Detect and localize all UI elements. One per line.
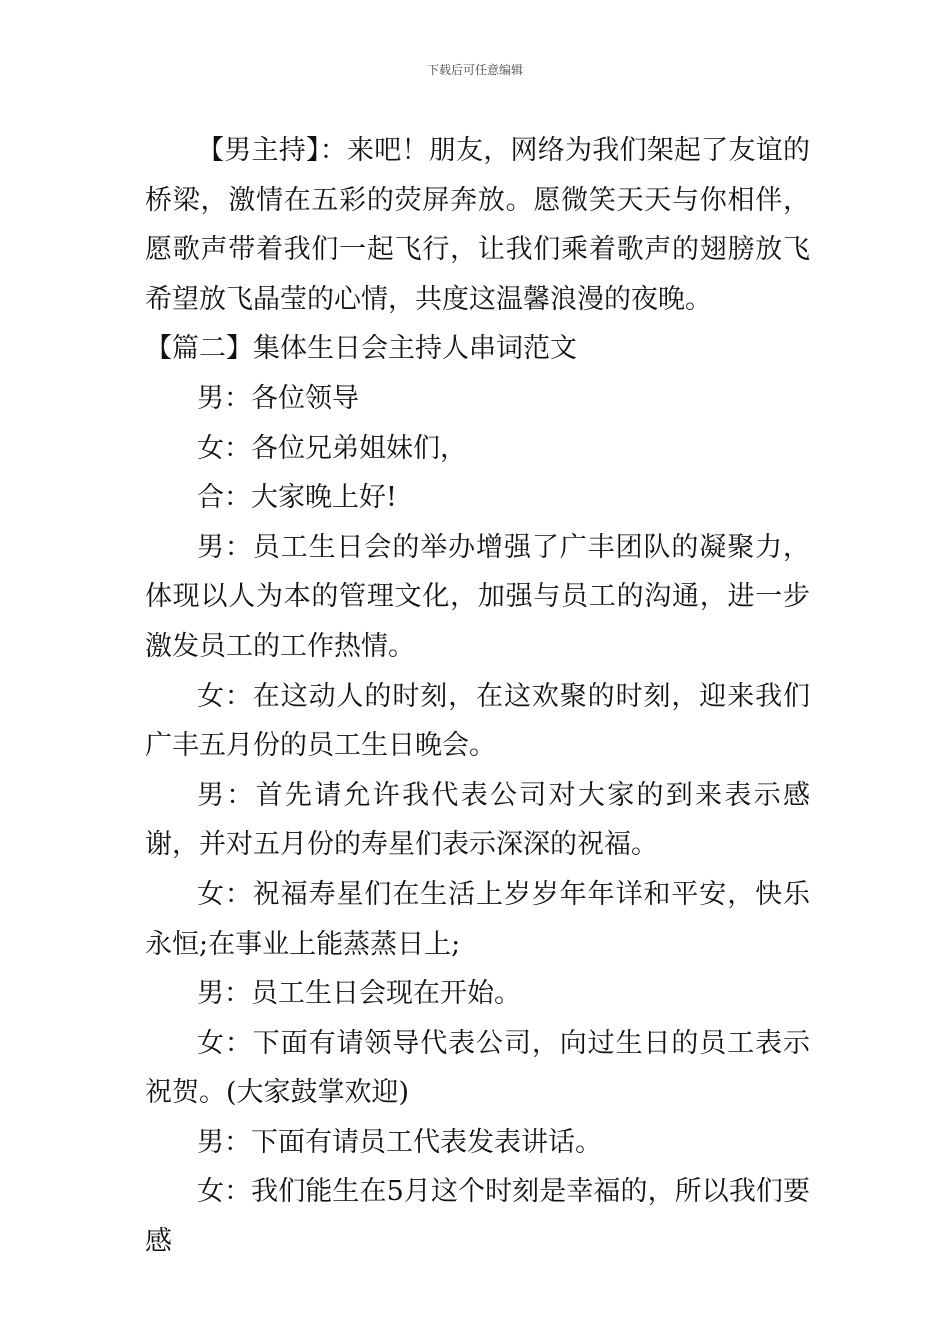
paragraph-line: 男：员工生日会现在开始。 [197, 978, 521, 1010]
paragraph-line: 女：祝福寿星们在生活上岁岁年年详和平安，快乐永恒;在事业上能蒸蒸日上; [145, 878, 810, 960]
paragraph-line: 女：各位兄弟姐妹们， [197, 432, 467, 464]
document-body [145, 126, 810, 1267]
section-heading: 【篇二】集体生日会主持人串词范文 [145, 333, 577, 365]
paragraph-line: 女：下面有请领导代表公司，向过生日的员工表示祝贺。(大家鼓掌欢迎) [145, 1027, 810, 1109]
paragraph-line: 合：大家晚上好! [197, 482, 397, 514]
paragraph-line: 男：下面有请员工代表发表讲话。 [197, 1126, 602, 1158]
paragraph-line: 女：我们能生在5月这个时刻是幸福的，所以我们要感 [145, 1176, 810, 1258]
paragraph-line: 女：在这动人的时刻，在这欢聚的时刻，迎来我们广丰五月份的员工生日晚会。 [145, 680, 810, 762]
page-header: 下载后可任意编辑 [426, 63, 523, 77]
paragraph-line: 男：首先请允许我代表公司对大家的到来表示感谢，并对五月份的寿星们表示深深的祝福。 [145, 779, 810, 861]
paragraph-line: 男：员工生日会的举办增强了广丰团队的凝聚力，体现以人为本的管理文化，加强与员工的沟通，进一步激发员工的工作热情。 [145, 531, 810, 662]
paragraph-male-host-intro: 【男主持】：来吧！朋友，网络为我们架起了友谊的桥梁，激情在五彩的荧屏奔放。愿微笑天天与你相伴，愿歌声带着我们一起飞行，让我们乘着歌声的翅膀放飞希望放飞晶莹的心情，共度这温馨浪漫的夜晚。 [145, 135, 810, 315]
paragraph-line: 男：各位领导 [197, 382, 359, 414]
